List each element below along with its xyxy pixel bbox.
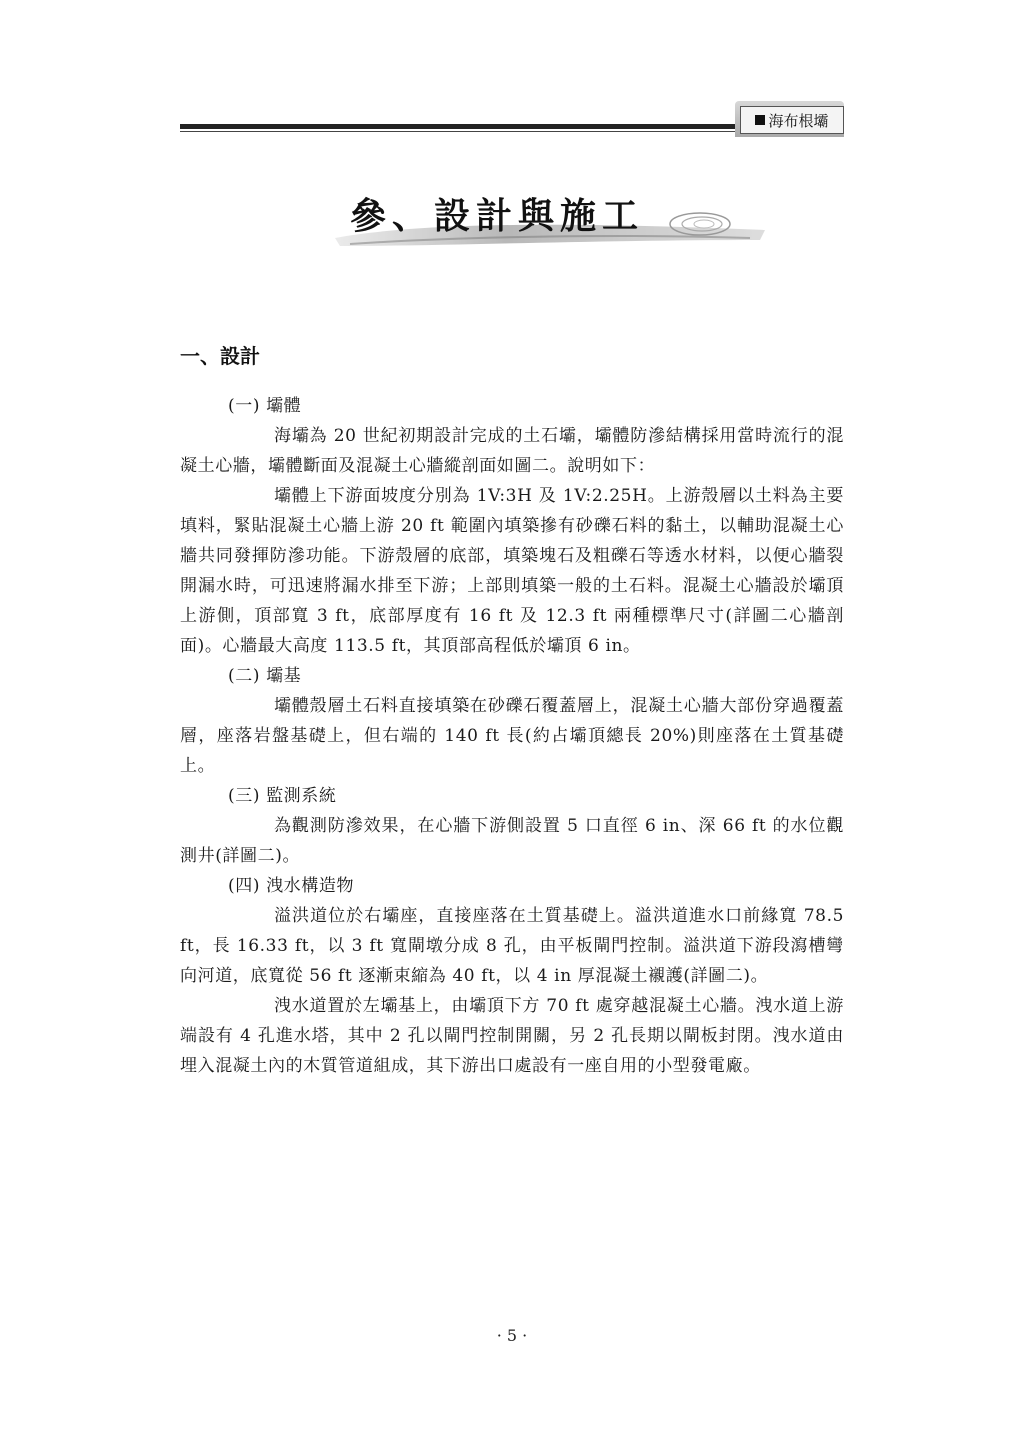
subsection-heading: (四) 洩水構造物 [228,876,355,896]
chapter-title: 參、設計與施工 [350,195,645,237]
subsection-heading: (三) 監測系統 [228,786,337,806]
paragraph: 壩體殼層土石料直接填築在砂礫石覆蓋層上，混凝土心牆大部份穿過覆蓋層，座落岩盤基礎上，但右端的 140 ft 長(約占壩頂總長 20%)則座落在土質基礎上。 [180,696,844,776]
paragraph: 洩水道置於左壩基上，由壩頂下方 70 ft 處穿越混凝土心牆。洩水道上游端設有 4 孔進水塔，其中 2 孔以閘門控制開關，另 2 孔長期以閘板封閉。洩水道由埋入混凝土內的木質管道組成，其下游出口處設有一座自用的小型發電廠。 [180,996,844,1076]
square-bullet-icon [755,115,765,125]
header-rule-thin [180,131,735,132]
paragraph: 溢洪道位於右壩座，直接座落在土質基礎上。溢洪道進水口前緣寬 78.5 ft，長 16.33 ft，以 3 ft 寬閘墩分成 8 孔，由平板閘門控制。溢洪道下游段瀉槽彎向河道，底寬從 56 ft 逐漸束縮為 40 ft，以 4 in 厚混凝土襯護(詳圖二)。 [180,906,844,986]
paragraph: 為觀測防滲效果，在心牆下游側設置 5 口直徑 6 in、深 66 ft 的水位觀測井(詳圖二)。 [180,816,844,866]
subsection-heading: (二) 壩基 [228,666,302,686]
header-rule [180,124,735,129]
header-tab-label: 海布根壩 [768,111,829,130]
page-number: · 5 · [496,1326,528,1345]
body-text [180,391,844,1081]
subsection-heading: (一) 壩體 [228,396,302,416]
section-title: 一、設計 [180,344,260,368]
header-tab [740,106,844,134]
paragraph: 海壩為 20 世紀初期設計完成的土石壩，壩體防滲結構採用當時流行的混凝土心牆，壩體斷面及混凝土心牆縱剖面如圖二。說明如下： [180,426,844,476]
paragraph: 壩體上下游面坡度分別為 1V:3H 及 1V:2.25H。上游殼層以土料為主要填料，緊貼混凝土心牆上游 20 ft 範圍內填築摻有砂礫石料的黏土，以輔助混凝土心牆共同發揮防滲功能。下游殼層的底部，填築塊石及粗礫石等透水材料，以便心牆裂開漏水時，可迅速將漏水排至下游；上部則填築一般的土石料。混凝土心牆設於壩頂上游側，頂部寬 3 ft，底部厚度有 16 ft 及 12.3 ft 兩種標準尺寸(詳圖二心牆剖面)。心牆最大高度 113.5 ft，其頂部高程低於壩頂 6 in。 [180,486,844,656]
